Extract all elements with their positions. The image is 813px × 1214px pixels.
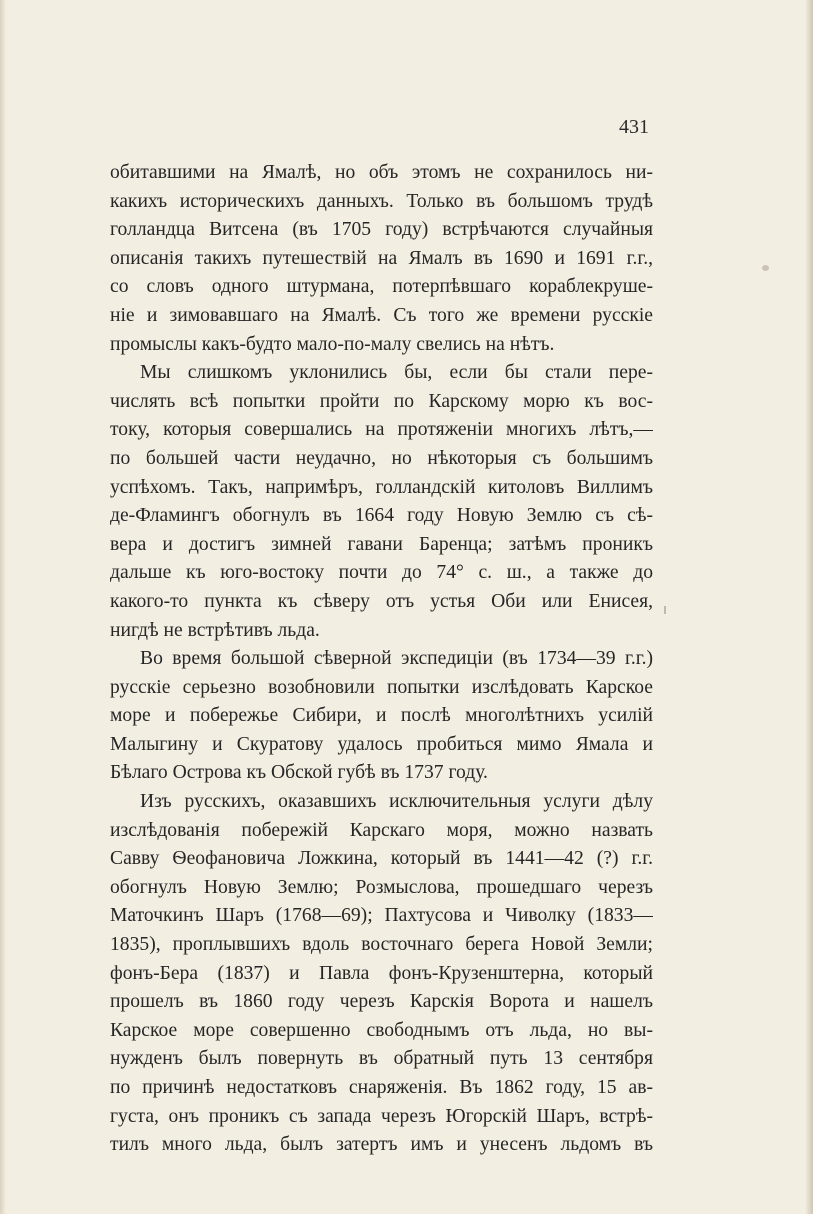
paragraph-2 (110, 359, 653, 645)
paragraph-3 (110, 645, 653, 788)
text-line: Мы слишкомъ уклонились бы, если бы стали пере- (140, 362, 653, 384)
page-right-edge (805, 0, 813, 1214)
page-number: 431 (619, 116, 649, 138)
text-line: Малыгину и Скуратову удалось пробиться мимо Ямала и (110, 733, 653, 755)
text-line: вера и достигъ зимней гавани Баренца; затѣмъ проникъ (110, 533, 653, 555)
text-line: числять всѣ попытки пройти по Карскому морю къ вос- (110, 390, 653, 412)
text-line: густа, онъ проникъ съ запада черезъ Югорскій Шаръ, встрѣ- (110, 1105, 653, 1127)
text-line: де-Фламингъ обогнулъ въ 1664 году Новую Землю съ сѣ- (110, 505, 653, 527)
paper-mark (664, 606, 666, 614)
text-line: току, которыя совершались на протяженіи многихъ лѣтъ,— (110, 419, 653, 441)
text-line: ніе и зимовавшаго на Ямалѣ. Съ того же времени русскіе (110, 304, 653, 326)
body-text (110, 159, 653, 1160)
text-line: голландца Витсена (въ 1705 году) встрѣчаются случайныя (110, 219, 653, 241)
paper-speck (762, 265, 769, 271)
text-line: со словъ одного штурмана, потерпѣвшаго кораблекруше- (110, 276, 653, 298)
text-line: прошелъ въ 1860 году черезъ Карскія Ворота и нашелъ (110, 991, 653, 1013)
text-line: обогнулъ Новую Землю; Розмыслова, прошедшаго черезъ (110, 876, 653, 898)
text-line: Во время большой сѣверной экспедиціи (въ 1734—39 г.г.) (140, 648, 653, 670)
text-line: 1835), проплывшихъ вдоль восточнаго берега Новой Земли; (110, 934, 653, 956)
page-left-edge (0, 0, 6, 1214)
text-line: нужденъ былъ повернуть въ обратный путь 13 сентября (110, 1048, 653, 1070)
text-line: Бѣлаго Острова къ Обской губѣ въ 1737 году. (110, 762, 488, 784)
text-line: фонъ-Бера (1837) и Павла фонъ-Крузенштерна, который (110, 962, 653, 984)
text-line: нигдѣ не встрѣтивъ льда. (110, 619, 320, 641)
text-line: Савву Ѳеофановича Ложкина, который въ 1441—42 (?) г.г. (110, 848, 653, 870)
text-line: промыслы какъ-будто мало-по-малу свелись на нѣтъ. (110, 333, 555, 355)
text-line: Изъ русскихъ, оказавшихъ исключительныя услуги дѣлу (140, 791, 653, 813)
text-line: изслѣдованія побережій Карскаго моря, можно назвать (110, 819, 653, 841)
text-line: по причинѣ недостатковъ снаряженія. Въ 1862 году, 15 ав- (110, 1077, 653, 1098)
paragraph-4 (110, 788, 653, 1160)
text-line: успѣхомъ. Такъ, напримѣръ, голландскій китоловъ Виллимъ (110, 476, 653, 498)
text-line: какого-то пункта къ сѣверу отъ устья Оби или Енисея, (110, 590, 653, 612)
text-line: обитавшими на Ямалѣ, но объ этомъ не сохранилось ни- (110, 162, 653, 183)
text-line: описанія такихъ путешествій на Ямалъ въ 1690 и 1691 г.г., (110, 247, 653, 269)
text-line: Карское море совершенно свободнымъ отъ льда, но вы- (110, 1019, 653, 1041)
text-line: русскіе серьезно возобновили попытки изслѣдовать Карское (110, 676, 653, 698)
text-line: дальше къ юго-востоку почти до 74° с. ш., а также до (110, 562, 653, 584)
text-line: море и побережье Сибири, и послѣ многолѣтнихъ усилій (110, 705, 653, 727)
text-line: какихъ историческихъ данныхъ. Только въ большомъ трудѣ (110, 190, 653, 212)
text-line: по большей части неудачно, но нѣкоторыя съ большимъ (110, 447, 653, 469)
paragraph-1 (110, 159, 653, 359)
text-line: Маточкинъ Шаръ (1768—69); Пахтусова и Чиволку (1833— (110, 905, 653, 927)
text-line: тилъ много льда, былъ затертъ имъ и унесенъ льдомъ въ (110, 1134, 653, 1156)
